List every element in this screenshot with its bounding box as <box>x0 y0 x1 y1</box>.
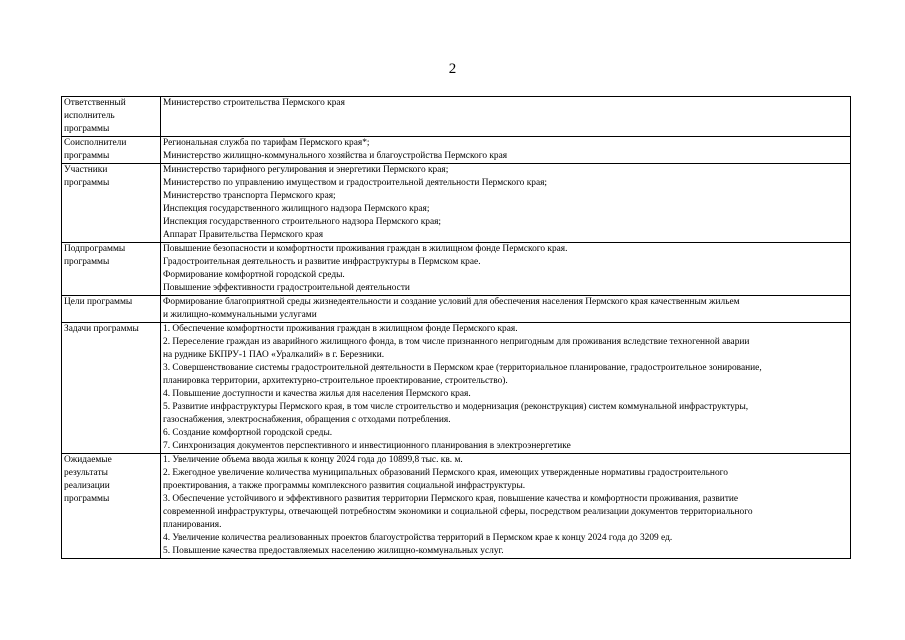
row-content-line: Министерство жилищно-коммунального хозяйства и благоустройства Пермского края <box>163 151 508 161</box>
row-content-line: Министерство строительства Пермского края <box>163 98 345 108</box>
row-content-line: Формирование комфортной городской среды. <box>163 270 345 280</box>
row-content-cell <box>161 296 851 323</box>
row-label-line: программы <box>64 494 110 504</box>
row-label-line: Участники <box>64 165 108 175</box>
row-content-cell <box>161 137 851 164</box>
row-label-cell <box>62 296 161 323</box>
row-label-line: исполнитель <box>64 111 115 121</box>
row-label-line: Цели программы <box>64 297 133 307</box>
row-content-line: 4. Увеличение количества реализованных проектов благоустройства территорий в Пермском крае к концу 2024 года до 3209 ед. <box>163 533 673 543</box>
row-label-cell <box>62 164 161 243</box>
table-row <box>62 243 851 296</box>
row-content-line: планирования. <box>163 520 222 530</box>
row-content-line: газоснабжения, электроснабжения, обращения с отходами потребления. <box>163 415 451 425</box>
page-number: 2 <box>448 61 457 77</box>
row-content-line: 3. Обеспечение устойчивого и эффективного развития территории Пермского края, повышение качества и комфортности проживания, развитие <box>163 494 739 504</box>
row-content-cell <box>161 164 851 243</box>
table-row <box>62 296 851 323</box>
row-content-line: Министерство транспорта Пермского края; <box>163 191 336 201</box>
row-content-line: Повышение безопасности и комфортности проживания граждан в жилищном фонде Пермского края. <box>163 244 568 254</box>
row-content-line: и жилищно-коммунальными услугами <box>163 310 317 320</box>
passport-table <box>61 96 851 559</box>
row-content-line: Региональная служба по тарифам Пермского края*; <box>163 138 370 148</box>
row-content-cell <box>161 243 851 296</box>
row-content-line: Повышение эффективности градостроительной деятельности <box>163 283 410 293</box>
row-content-line: Инспекция государственного жилищного надзора Пермского края; <box>163 204 430 214</box>
row-label-cell <box>62 137 161 164</box>
row-content-line: 7. Синхронизация документов перспективного и инвестиционного планирования в электроэнергетике <box>163 441 571 451</box>
row-content-line: 5. Развитие инфраструктуры Пермского края, в том числе строительство и модернизация (реконструкция) систем коммунальной инфраструктуры, <box>163 402 749 412</box>
row-content-cell <box>161 323 851 454</box>
row-content-line: 5. Повышение качества предоставляемых населению жилищно-коммунальных услуг. <box>163 546 504 556</box>
row-label-line: Соисполнители <box>64 138 127 148</box>
row-content-line: Формирование благоприятной среды жизнедеятельности и создание условий для обеспечения населения Пермского края качественным жильем <box>163 297 740 307</box>
row-content-line: Аппарат Правительства Пермского края <box>163 230 324 240</box>
row-label-line: Подпрограммы <box>64 244 126 254</box>
row-label-line: Ответственный <box>64 98 126 108</box>
row-label-cell <box>62 323 161 454</box>
row-content-line: Градостроительная деятельность и развитие инфраструктуры в Пермском крае. <box>163 257 481 267</box>
row-label-line: результаты <box>64 468 108 478</box>
row-label-cell <box>62 454 161 559</box>
row-content-line: 1. Увеличение объема ввода жилья к концу 2024 года до 10899,8 тыс. кв. м. <box>163 455 463 465</box>
row-content-line: Министерство по управлению имуществом и градостроительной деятельности Пермского края; <box>163 178 548 188</box>
row-label-line: программы <box>64 124 110 134</box>
row-label-cell <box>62 243 161 296</box>
table-row <box>62 454 851 559</box>
table-row <box>62 137 851 164</box>
row-content-line: Министерство тарифного регулирования и энергетики Пермского края; <box>163 165 449 175</box>
row-content-cell <box>161 454 851 559</box>
row-content-line: 3. Совершенствование системы градостроительной деятельности в Пермском крае (территориальное планирование, градостроительное зонирование, <box>163 363 762 373</box>
row-content-line: 4. Повышение доступности и качества жилья для населения Пермского края. <box>163 389 471 399</box>
row-content-line: проектирования, а также программы комплексного развития социальной инфраструктуры. <box>163 481 526 491</box>
row-label-line: Задачи программы <box>64 324 139 334</box>
table-row <box>62 323 851 454</box>
row-content-line: 2. Ежегодное увеличение количества муниципальных образований Пермского края, имеющих утвержденные нормативы градостроительного <box>163 468 728 478</box>
row-label-line: программы <box>64 178 110 188</box>
row-label-line: программы <box>64 257 110 267</box>
row-label-cell <box>62 97 161 137</box>
row-content-line: планировка территории, архитектурно-строительное проектирование, строительство). <box>163 376 508 386</box>
row-label-line: программы <box>64 151 110 161</box>
row-content-line: 6. Создание комфортной городской среды. <box>163 428 333 438</box>
row-content-line: современной инфраструктуры, отвечающей потребностям экономики и социальной сферы, посредством реализации документов территориального <box>163 507 753 517</box>
row-label-line: Ожидаемые <box>64 455 112 465</box>
row-content-line: на руднике БКПРУ-1 ПАО «Уралкалий» в г. Березники. <box>163 350 385 360</box>
row-content-line: Инспекция государственного строительного надзора Пермского края; <box>163 217 442 227</box>
table-body <box>62 97 851 559</box>
table-row <box>62 97 851 137</box>
row-content-line: 2. Переселение граждан из аварийного жилищного фонда, в том числе признанного непригодным для проживания вследствие техногенной аварии <box>163 337 750 347</box>
table-row <box>62 164 851 243</box>
row-content-line: 1. Обеспечение комфортности проживания граждан в жилищном фонде Пермского края. <box>163 324 518 334</box>
row-content-cell <box>161 97 851 137</box>
row-label-line: реализации <box>64 481 110 491</box>
